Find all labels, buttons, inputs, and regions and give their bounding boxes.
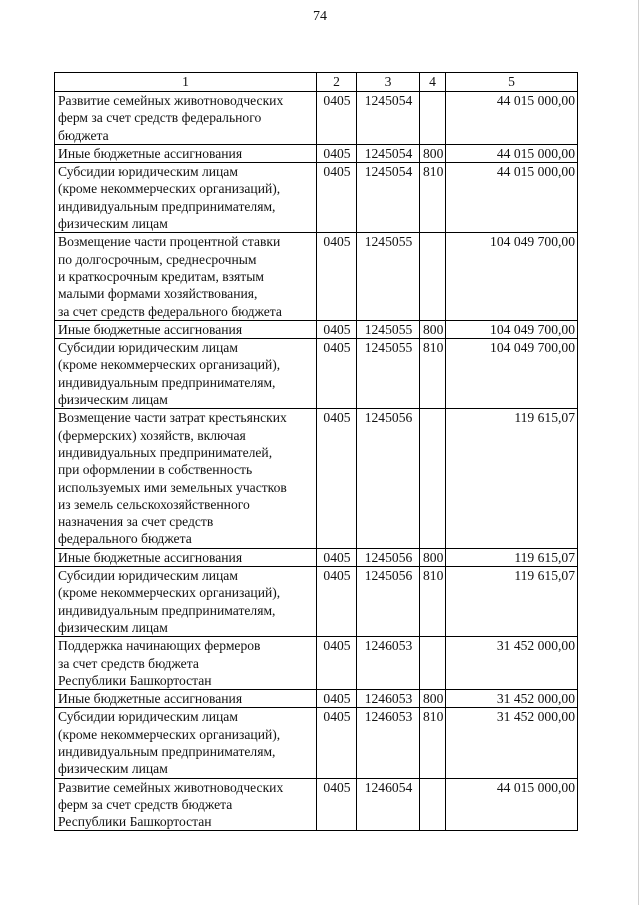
header-col-5: 5: [446, 73, 578, 92]
cell-amount: 119 615,07: [446, 567, 578, 637]
cell-name: Субсидии юридическим лицам (кроме некоммерческих организаций), индивидуальным предпринимателям, физическим лицам: [55, 339, 317, 409]
cell-amount: 104 049 700,00: [446, 320, 578, 338]
cell-section-code: 0405: [317, 409, 357, 548]
cell-name: Субсидии юридическим лицам (кроме некоммерческих организаций), индивидуальным предпринимателям, физическим лицам: [55, 163, 317, 233]
cell-name: Иные бюджетные ассигнования: [55, 144, 317, 162]
cell-section-code: 0405: [317, 163, 357, 233]
table-row: [55, 320, 578, 338]
cell-amount: 119 615,07: [446, 409, 578, 548]
cell-amount: 31 452 000,00: [446, 637, 578, 690]
cell-section-code: 0405: [317, 92, 357, 145]
cell-amount: 31 452 000,00: [446, 708, 578, 778]
cell-name: Иные бюджетные ассигнования: [55, 548, 317, 566]
cell-section-code: 0405: [317, 778, 357, 831]
cell-expense-type: 810: [420, 708, 446, 778]
cell-expense-type: [420, 92, 446, 145]
cell-section-code: 0405: [317, 548, 357, 566]
cell-amount: 104 049 700,00: [446, 339, 578, 409]
table-row: [55, 233, 578, 320]
scan-edge-line: [638, 0, 639, 905]
cell-amount: 44 015 000,00: [446, 144, 578, 162]
cell-section-code: 0405: [317, 144, 357, 162]
table-body: [55, 92, 578, 831]
cell-expense-type: [420, 637, 446, 690]
cell-section-code: 0405: [317, 339, 357, 409]
budget-table: [54, 72, 578, 831]
header-col-1: 1: [55, 73, 317, 92]
cell-amount: 104 049 700,00: [446, 233, 578, 320]
table-row: [55, 778, 578, 831]
table-row: [55, 690, 578, 708]
cell-amount: 31 452 000,00: [446, 690, 578, 708]
cell-expense-type: 810: [420, 163, 446, 233]
table-header: [55, 73, 578, 92]
table-row: [55, 548, 578, 566]
cell-expense-type: [420, 233, 446, 320]
cell-expense-type: 800: [420, 144, 446, 162]
cell-target-code: 1245056: [357, 548, 420, 566]
header-col-4: 4: [420, 73, 446, 92]
cell-expense-type: 800: [420, 548, 446, 566]
cell-section-code: 0405: [317, 690, 357, 708]
cell-expense-type: [420, 778, 446, 831]
cell-target-code: 1245056: [357, 567, 420, 637]
cell-name: Субсидии юридическим лицам (кроме некоммерческих организаций), индивидуальным предпринимателям, физическим лицам: [55, 567, 317, 637]
header-row: [55, 73, 578, 92]
cell-name: Развитие семейных животноводческих ферм за счет средств бюджета Республики Башкортостан: [55, 778, 317, 831]
cell-target-code: 1245054: [357, 92, 420, 145]
table-row: [55, 637, 578, 690]
table-row: [55, 339, 578, 409]
cell-expense-type: 810: [420, 339, 446, 409]
cell-target-code: 1246053: [357, 690, 420, 708]
cell-target-code: 1245055: [357, 339, 420, 409]
cell-name: Иные бюджетные ассигнования: [55, 690, 317, 708]
cell-expense-type: 800: [420, 320, 446, 338]
cell-amount: 44 015 000,00: [446, 163, 578, 233]
cell-target-code: 1246053: [357, 708, 420, 778]
cell-section-code: 0405: [317, 637, 357, 690]
header-col-2: 2: [317, 73, 357, 92]
cell-expense-type: 810: [420, 567, 446, 637]
cell-amount: 44 015 000,00: [446, 92, 578, 145]
cell-expense-type: 800: [420, 690, 446, 708]
cell-target-code: 1245054: [357, 144, 420, 162]
cell-expense-type: [420, 409, 446, 548]
cell-name: Возмещение части процентной ставки по долгосрочным, среднесрочным и краткосрочным кредитам, взятым малыми формами хозяйствования, за счет средств федерального бюджета: [55, 233, 317, 320]
cell-name: Развитие семейных животноводческих ферм за счет средств федерального бюджета: [55, 92, 317, 145]
table-row: [55, 144, 578, 162]
table-row: [55, 567, 578, 637]
cell-target-code: 1245054: [357, 163, 420, 233]
cell-section-code: 0405: [317, 233, 357, 320]
table-row: [55, 163, 578, 233]
table-row: [55, 409, 578, 548]
header-col-3: 3: [357, 73, 420, 92]
cell-name: Субсидии юридическим лицам (кроме некоммерческих организаций), индивидуальным предпринимателям, физическим лицам: [55, 708, 317, 778]
cell-target-code: 1245056: [357, 409, 420, 548]
cell-target-code: 1246053: [357, 637, 420, 690]
cell-target-code: 1245055: [357, 320, 420, 338]
cell-target-code: 1245055: [357, 233, 420, 320]
cell-section-code: 0405: [317, 567, 357, 637]
page-number: 74: [313, 9, 327, 24]
cell-amount: 119 615,07: [446, 548, 578, 566]
cell-name: Возмещение части затрат крестьянских (фермерских) хозяйств, включая индивидуальных предпринимателей, при оформлении в собственность используемых ими земельных участков из земель сельскохозяйственного назначения за счет средств федерального бюджета: [55, 409, 317, 548]
cell-name: Поддержка начинающих фермеров за счет средств бюджета Республики Башкортостан: [55, 637, 317, 690]
cell-target-code: 1246054: [357, 778, 420, 831]
table-row: [55, 708, 578, 778]
cell-section-code: 0405: [317, 320, 357, 338]
cell-section-code: 0405: [317, 708, 357, 778]
cell-amount: 44 015 000,00: [446, 778, 578, 831]
table-row: [55, 92, 578, 145]
cell-name: Иные бюджетные ассигнования: [55, 320, 317, 338]
